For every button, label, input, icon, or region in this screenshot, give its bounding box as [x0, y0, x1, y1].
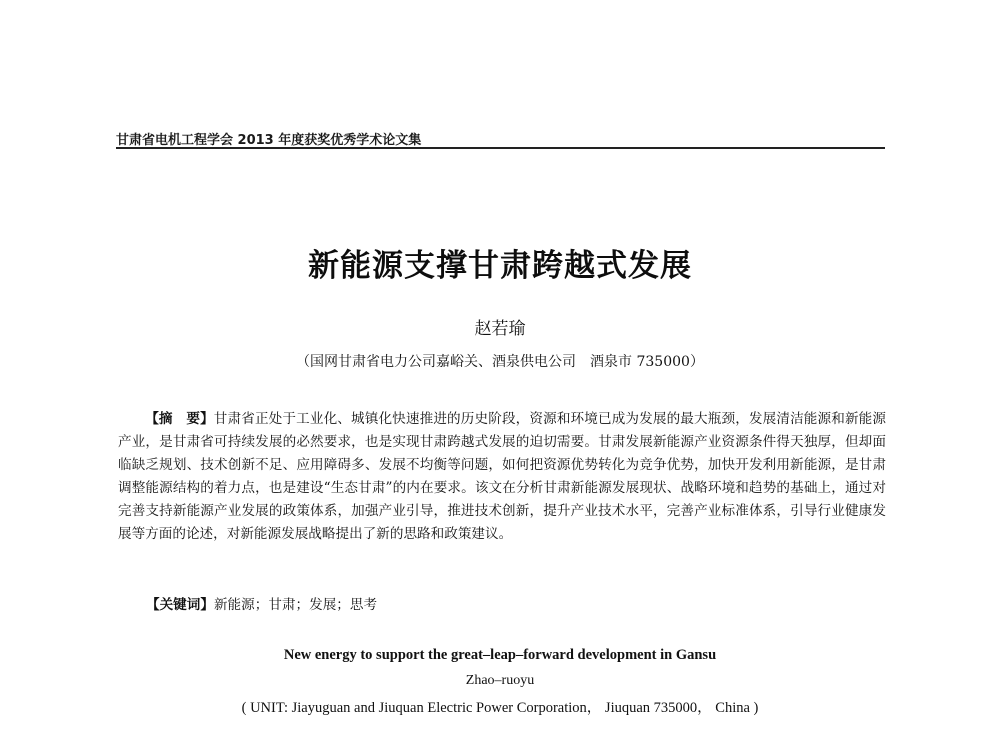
english-affiliation: ( UNIT: Jiayuguan and Jiuquan Electric Power Corporation， Jiuquan 735000， China ) — [241, 700, 759, 716]
article-affiliation: （国网甘肃省电力公司嘉峪关、酒泉供电公司 酒泉市 735000） — [296, 354, 704, 370]
header-rule — [116, 147, 885, 149]
article-author: 赵若瑜 — [474, 319, 526, 339]
abstract — [118, 408, 886, 546]
keywords — [146, 593, 886, 613]
article-title: 新能源支撑甘肃跨越式发展 — [308, 248, 692, 284]
keywords-label: 【关键词】 — [146, 597, 214, 613]
english-author: Zhao–ruoyu — [465, 673, 535, 688]
abstract-label: 【摘 要】 — [145, 411, 214, 427]
abstract-text: 甘肃省正处于工业化、城镇化快速推进的历史阶段，资源和环境已成为发展的最大瓶颈，发展清洁能源和新能源产业，是甘肃省可持续发展的必然要求，也是实现甘肃跨越式发展的迫切需要。甘肃发展新能源产业资源条件得天独厚，但却面临缺乏规划、技术创新不足、应用障碍多、发展不均衡等问题，如何把资源优势转化为竞争优势，加快开发利用新能源，是甘肃调整能源结构的着力点，也是建设“生态甘肃”的内在要求。该文在分析甘肃新能源发展现状、战略环境和趋势的基础上，通过对完善支持新能源产业发展的政策体系，加强产业引导，推进技术创新，提升产业技术水平，完善产业标准体系，引导行业健康发展等方面的论述，对新能源发展战略提出了新的思路和政策建议。 — [118, 411, 887, 542]
keywords-text: 新能源；甘肃；发展；思考 — [213, 597, 378, 613]
english-title: New energy to support the great–leap–forward development in Gansu — [283, 647, 717, 663]
running-header: 甘肃省电机工程学会 2013 年度获奖优秀学术论文集 — [116, 133, 422, 148]
